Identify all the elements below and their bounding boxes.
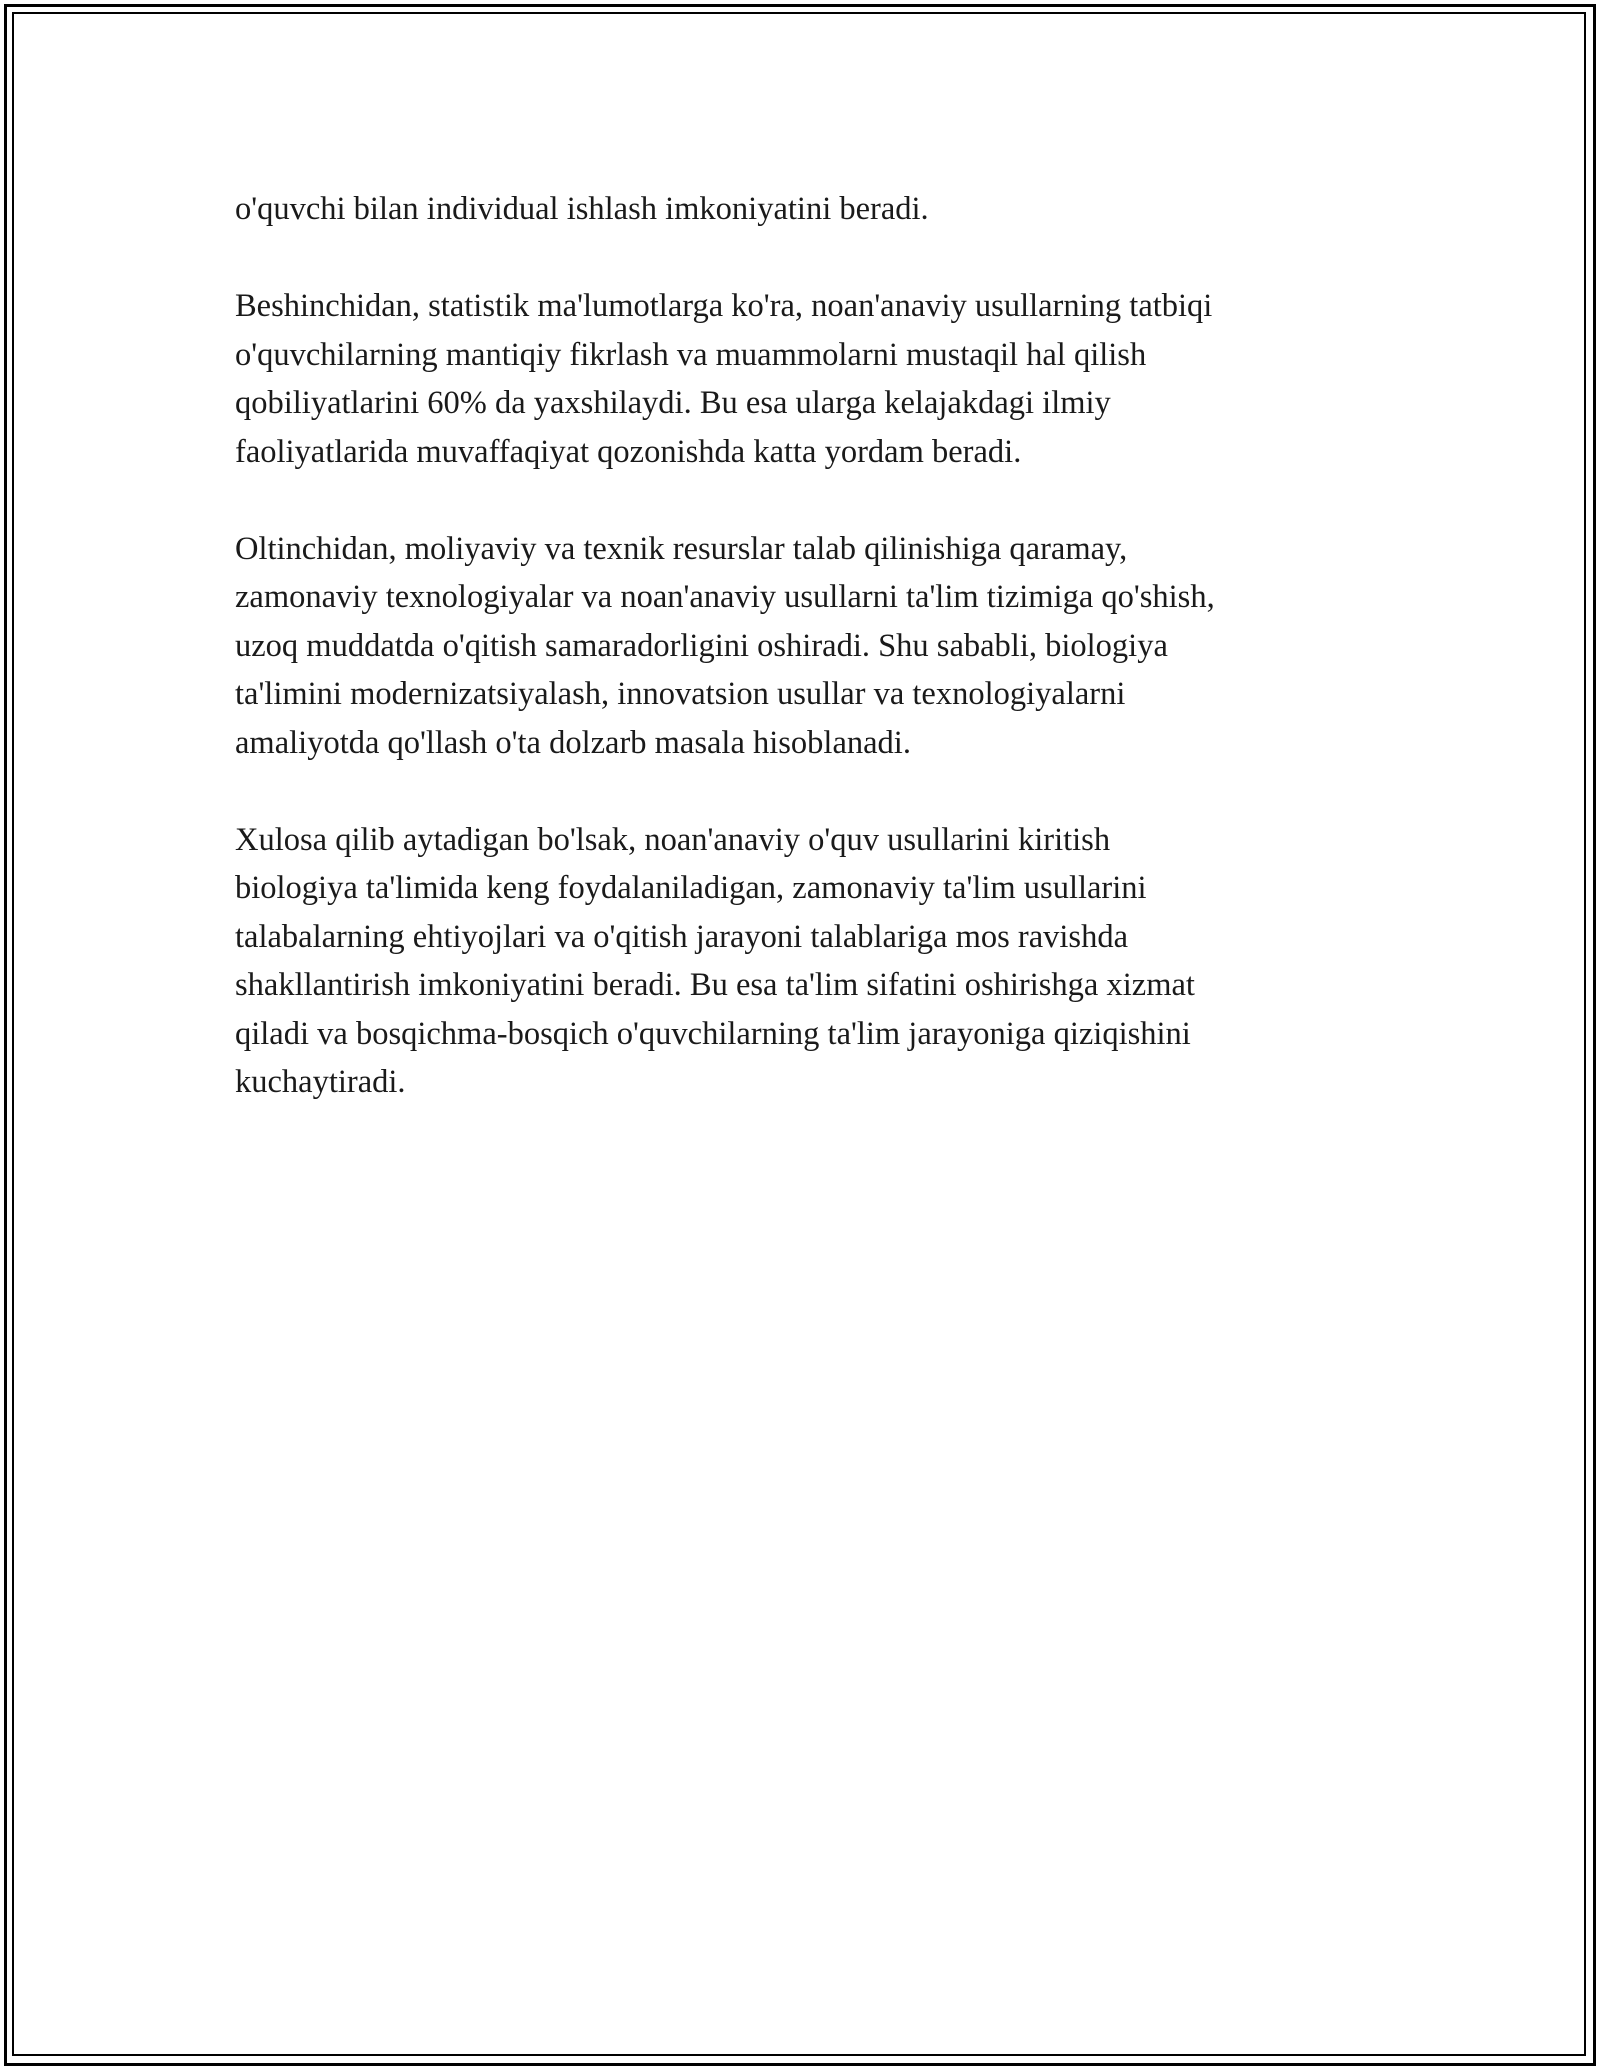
document-body (235, 185, 1365, 1155)
paragraph-sixth-point: Oltinchidan, moliyaviy va texnik resurslar talab qilinishiga qaramay, zamonaviy texnologiyalar va noan'anaviy usullarni ta'lim tizimiga qo'shish, uzoq muddatda o'qitish samaradorligini oshiradi. Shu sababli, biologiya ta'limini modernizatsiyalash, innovatsion usullar va texnologiyalarni amaliyotda qo'llash o'ta dolzarb masala hisoblanadi. (235, 530, 1215, 761)
paragraph-fifth-point: Beshinchidan, statistik ma'lumotlarga ko'ra, noan'anaviy usullarning tatbiqi o'quvchilarning mantiqiy fikrlash va muammolarni mustaqil hal qilish qobiliyatlarini 60% da yaxshilaydi. Bu esa ularga kelajakdagi ilmiy faoliyatlarida muvaffaqiyat qozonishda katta yordam beradi. (235, 288, 1213, 470)
paragraph-continuation: o'quvchi bilan individual ishlash imkoniyatini beradi. (235, 191, 929, 227)
paragraph-conclusion: Xulosa qilib aytadigan bo'lsak, noan'anaviy o'quv usullarini kiritish biologiya ta'limida keng foydalaniladigan, zamonaviy ta'lim usullarini talabalarning ehtiyojlari va o'qitish jarayoni talablariga mos ravishda shakllantirish imkoniyatini beradi. Bu esa ta'lim sifatini oshirishga xizmat qiladi va bosqichma-bosqich o'quvchilarning ta'lim jarayoniga qiziqishini kuchaytiradi. (235, 821, 1195, 1100)
